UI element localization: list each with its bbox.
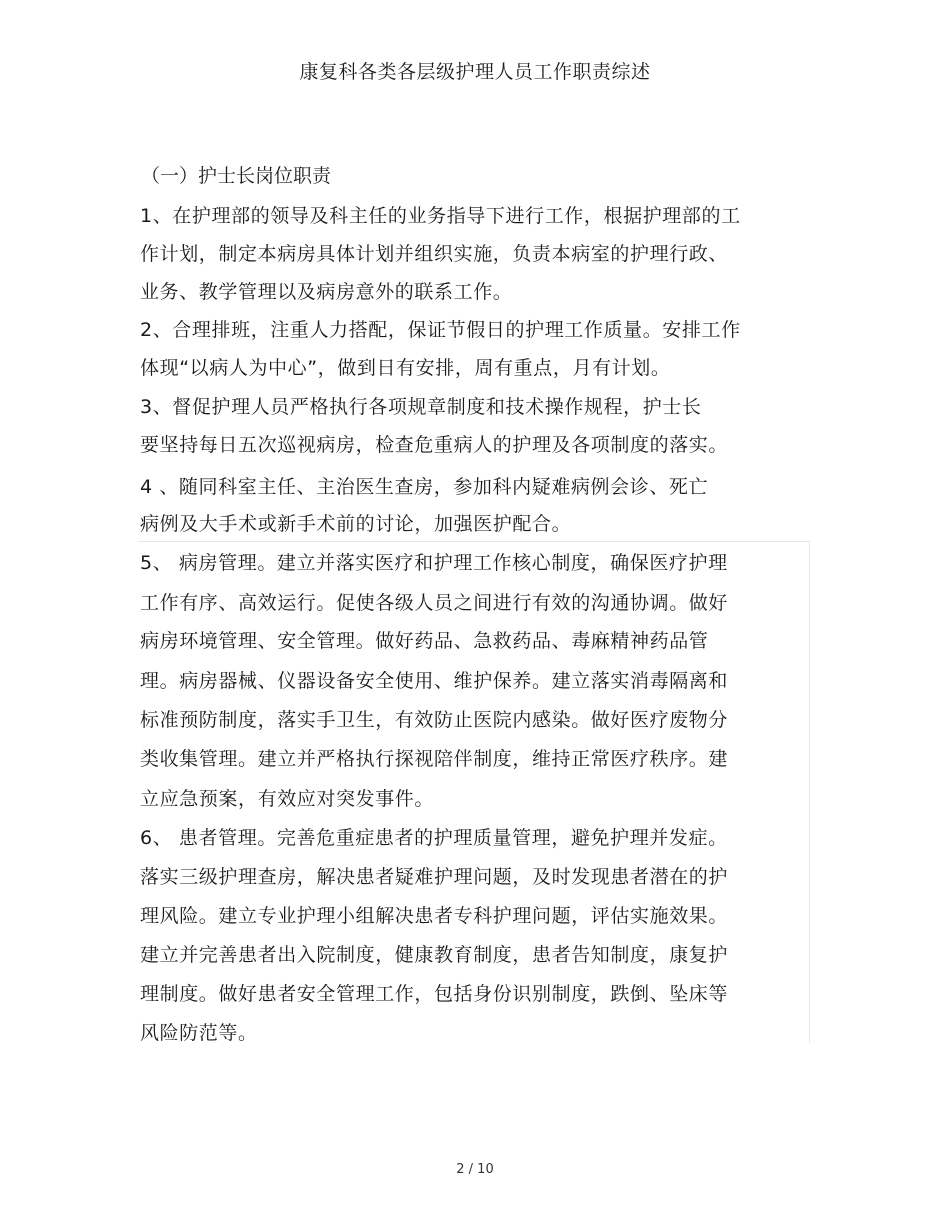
paragraph-line: 类收集管理。建立并严格执行探视陪伴制度，维持正常医疗秩序。建	[140, 748, 729, 770]
paragraph-line: 建立并完善患者出入院制度，健康教育制度，患者告知制度，康复护	[140, 944, 729, 966]
page-number: 2 / 10	[456, 1162, 494, 1177]
document-title: 康复科各类各层级护理人员工作职责综述	[299, 61, 651, 83]
section-heading: （一）护士长岗位职责	[141, 165, 332, 187]
paragraph-line: 理风险。建立专业护理小组解决患者专科护理问题，评估实施效果。	[140, 905, 729, 927]
paragraph-line: 体现“以病人为中心”，做到日有安排，周有重点，月有计划。	[140, 357, 671, 379]
paragraph-line: 作计划，制定本病房具体计划并组织实施，负责本病室的护理行政、	[140, 243, 729, 265]
paragraph-line: 工作有序、高效运行。促使各级人员之间进行有效的沟通协调。做好	[140, 592, 729, 614]
paragraph-line: 5、 病房管理。建立并落实医疗和护理工作核心制度，确保医疗护理	[140, 552, 728, 574]
paragraph-line: 6、 患者管理。完善危重症患者的护理质量管理，避免护理并发症。	[140, 827, 728, 849]
paragraph-line: 立应急预案，有效应对突发事件。	[140, 788, 435, 810]
paragraph-line: 3、督促护理人员严格执行各项规章制度和技术操作规程，护士长	[140, 396, 702, 418]
paragraph-line: 病房环境管理、安全管理。做好药品、急救药品、毒麻精神药品管	[140, 630, 709, 652]
paragraph-line: 4 、随同科室主任、主治医生查房，参加科内疑难病例会诊、死亡	[140, 476, 709, 498]
paragraph-line: 病例及大手术或新手术前的讨论，加强医护配合。	[140, 513, 572, 535]
paragraph-line: 理。病房器械、仪器设备安全使用、维护保养。建立落实消毒隔离和	[140, 670, 729, 692]
paragraph-line: 落实三级护理查房，解决患者疑难护理问题，及时发现患者潜在的护	[140, 866, 729, 888]
paragraph-line: 1、在护理部的领导及科主任的业务指导下进行工作，根据护理部的工	[140, 205, 741, 227]
paragraph-line: 要坚持每日五次巡视病房，检查危重病人的护理及各项制度的落实。	[140, 434, 729, 456]
paragraph-line: 2、合理排班，注重人力搭配，保证节假日的护理工作质量。安排工作	[140, 319, 741, 341]
paragraph-line: 风险防范等。	[140, 1022, 258, 1044]
paragraph-line: 业务、教学管理以及病房意外的联系工作。	[140, 281, 513, 303]
paragraph-line: 标准预防制度，落实手卫生，有效防止医院内感染。做好医疗废物分	[140, 709, 729, 731]
paragraph-line: 理制度。做好患者安全管理工作，包括身份识别制度，跌倒、坠床等	[140, 983, 729, 1005]
